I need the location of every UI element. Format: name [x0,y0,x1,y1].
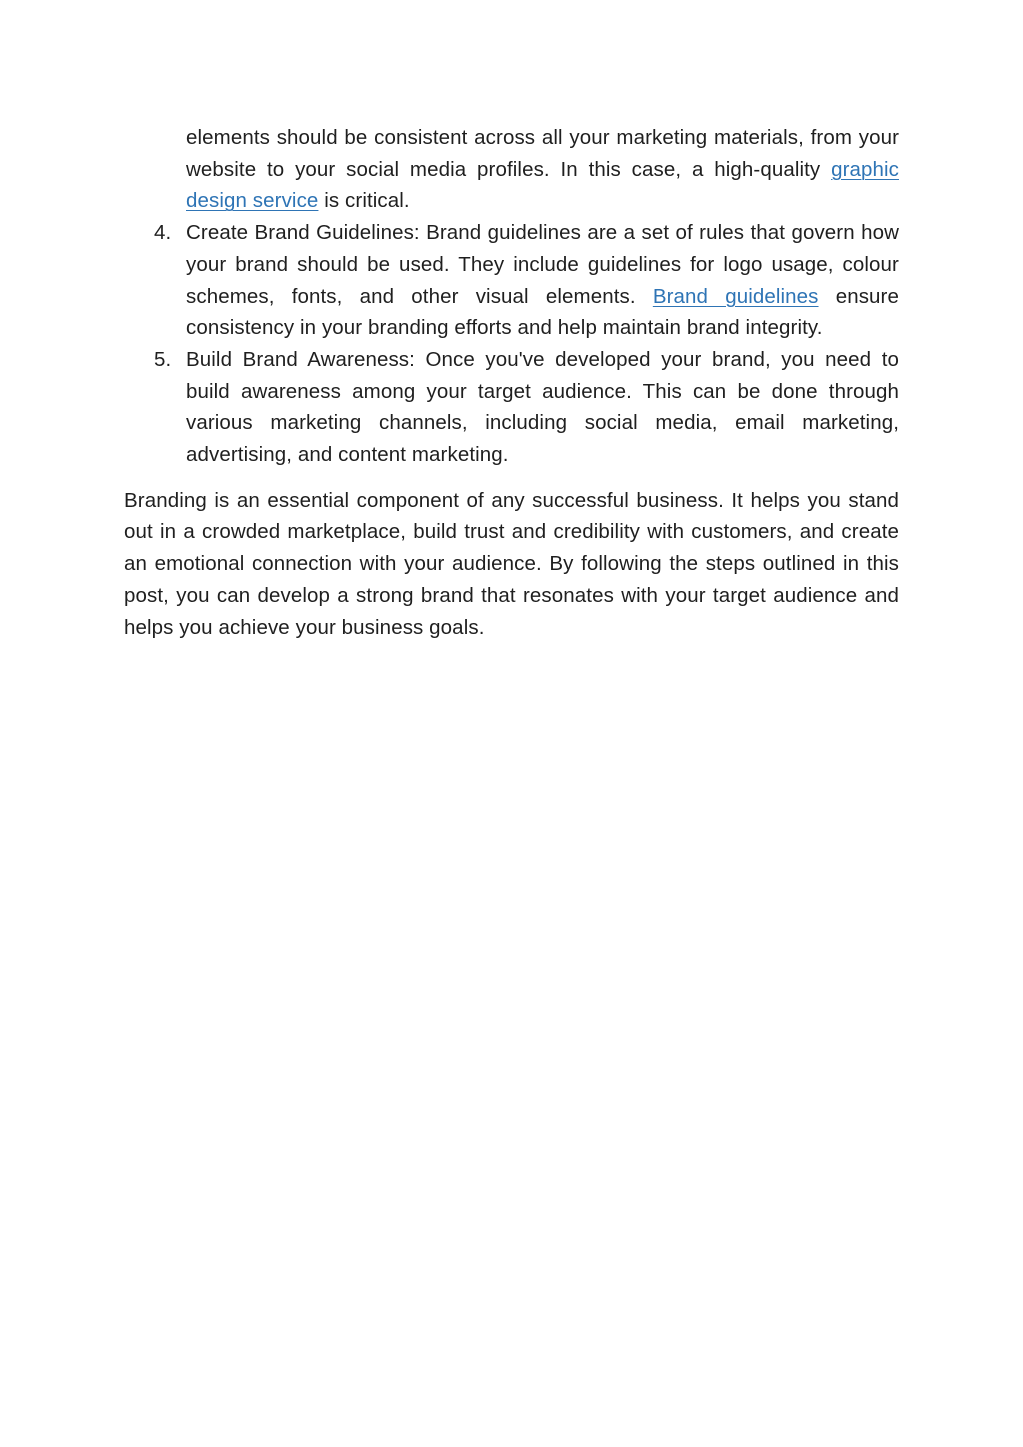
step-4-text-after: ensure consistency in your branding efforts and help maintain brand integrity. [186,284,899,340]
closing-paragraph: Branding is an essential component of any successful business. It helps you stand out in a crowded marketplace, build trust and credibility with customers, and create an emotional connection with your audience. By following the steps outlined in this post, you can develop a strong brand that resonates with your target audience and helps you achieve your business goals. [124,488,899,639]
brand-guidelines-link[interactable]: Brand guidelines [652,284,819,308]
list-item [124,217,899,344]
list-item-continuation [186,122,899,217]
list-item-number: 4. [154,221,172,245]
steps-list [124,217,899,471]
graphic-design-service-link[interactable]: graphic design service [186,157,899,213]
continuation-text-after: is critical. [318,189,410,213]
continuation-text-before: elements should be consistent across all your marketing materials, from your website to your social media profiles. In this case, a high-quality [186,126,899,181]
list-item-number: 5. [154,347,172,371]
document-body [124,122,899,643]
step-4-text-before: Create Brand Guidelines: Brand guidelines are a set of rules that govern how your brand should be used. They include guidelines for logo usage, colour schemes, fonts, and other visual elements. [186,221,899,308]
step-5-text: Build Brand Awareness: Once you've developed your brand, you need to build awareness among your target audience. This can be done through various marketing channels, including social media, email marketing, advertising, and content marketing. [186,347,899,467]
list-item [124,344,899,471]
